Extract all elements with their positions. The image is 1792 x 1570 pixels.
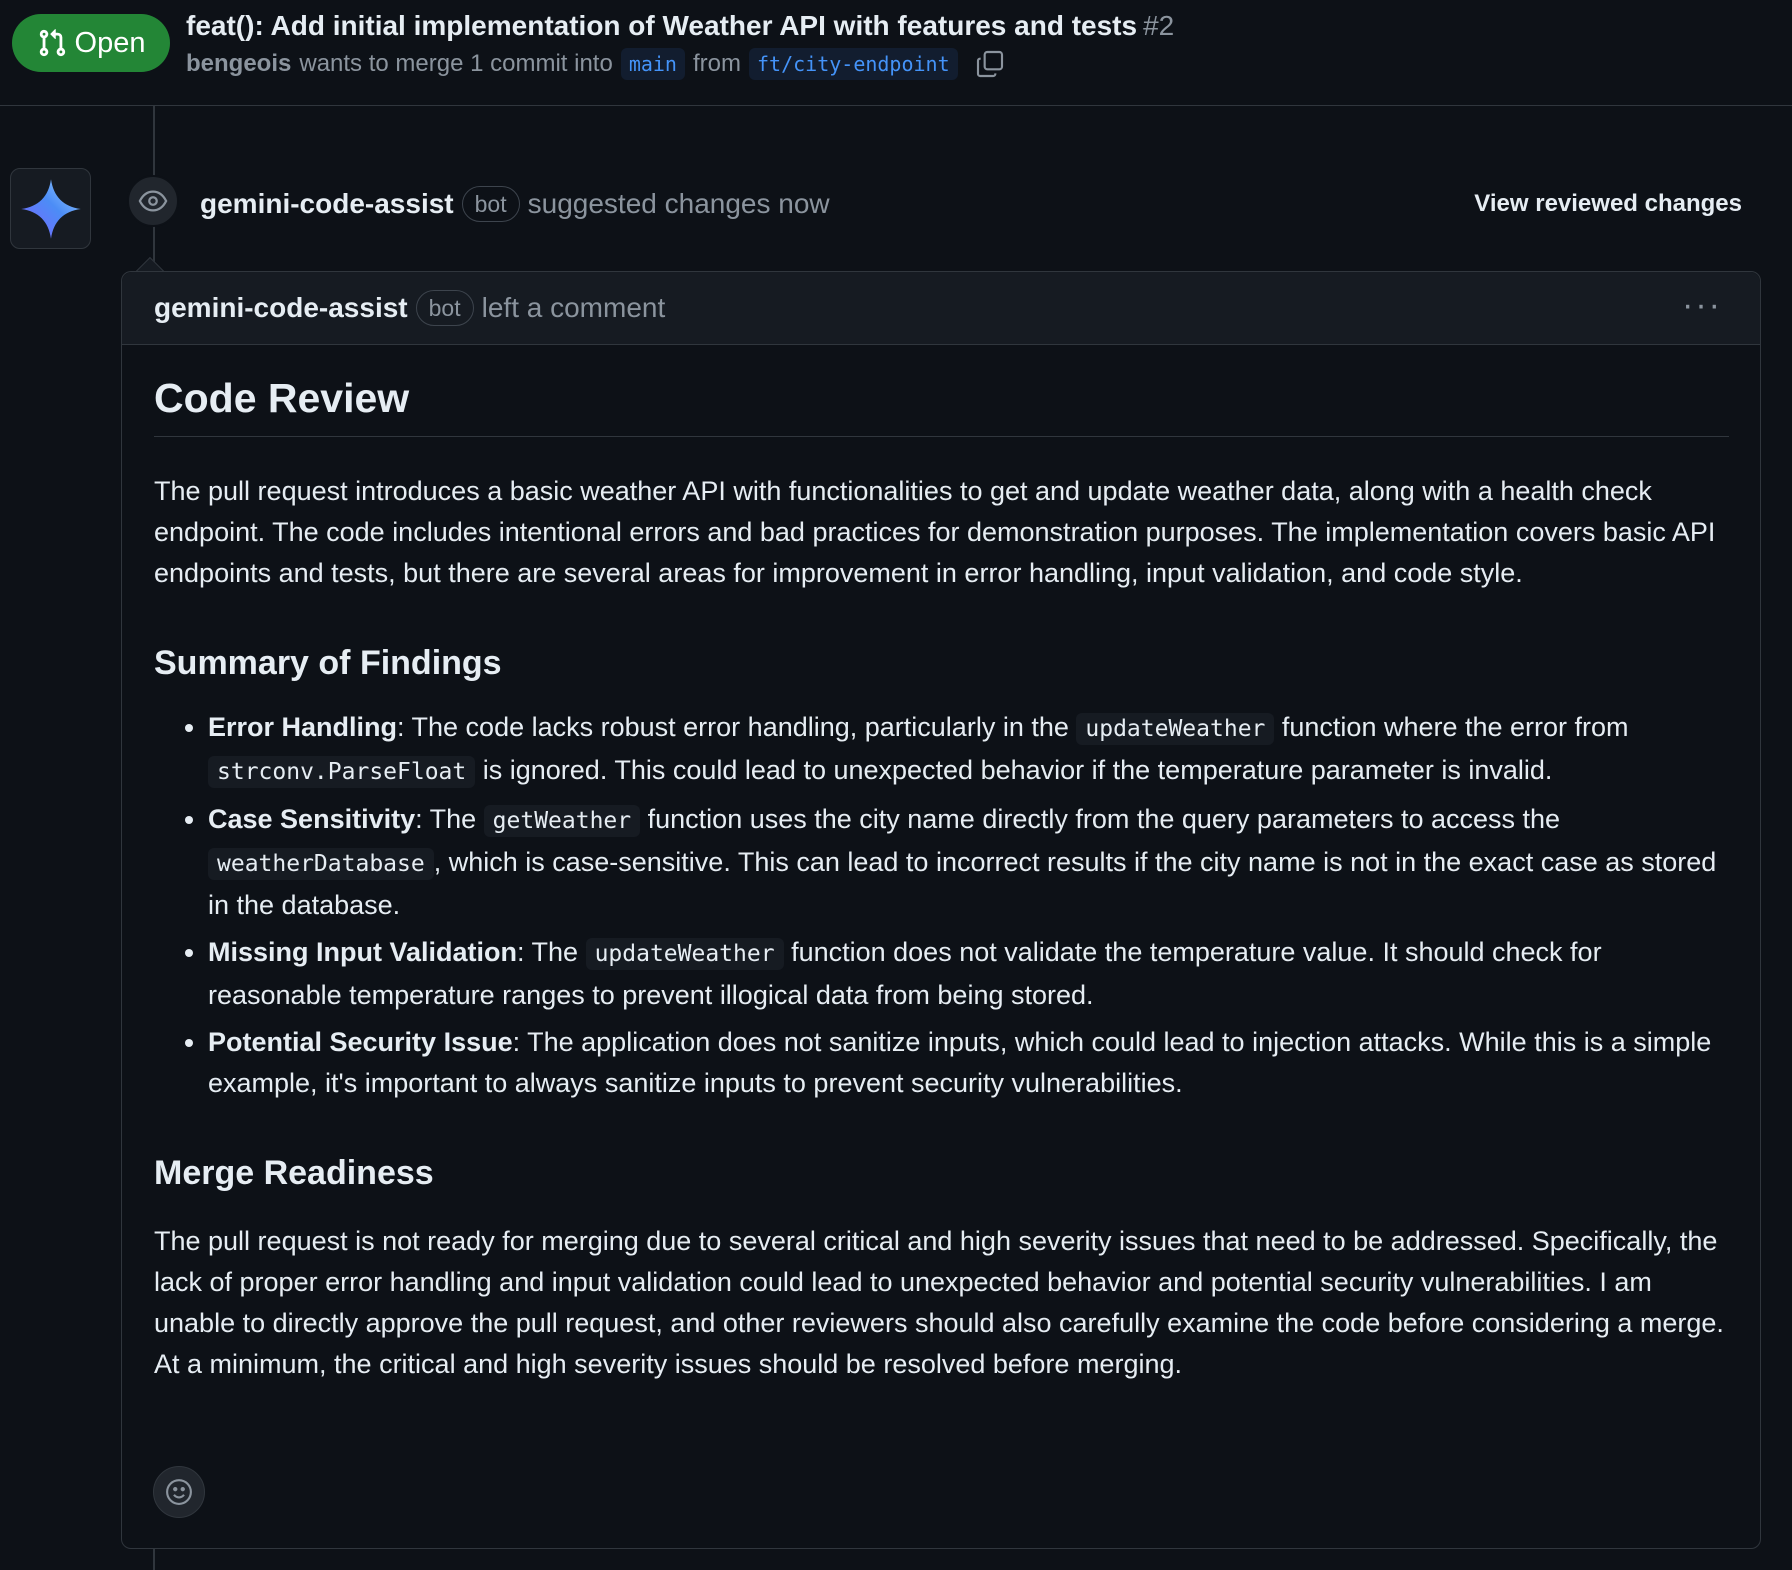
review-intro: The pull request introduces a basic weather API with functionalities to get and update weather data, along with a health check endpoint. The code includes intentional errors and bad practices for demonstration purposes. The implementation covers basic API endpoints and tests, but there are several areas for improvement in error handling, input validation, and code style. — [154, 476, 1716, 588]
findings-list — [154, 707, 1736, 1104]
head-branch-link[interactable]: ft/city-endpoint — [749, 48, 958, 80]
add-reaction-button[interactable] — [153, 1466, 205, 1518]
merge-description: wants to merge 1 commit into — [299, 50, 613, 77]
bot-badge: bot — [462, 186, 520, 222]
merge-readiness-text: The pull request is not ready for merging due to several critical and high severity issues that need to be addressed. Specifically, the lack of proper error handling and input validation could lead to unexpected behavior and potential security vulnerabilities. I am unable to directly approve the pull request, and other reviewers should also carefully examine the code before considering a merge. At a minimum, the critical and high severity issues should be resolved before merging. — [154, 1226, 1724, 1379]
pr-number: #2 — [1143, 10, 1175, 41]
comment-action: left a comment — [481, 292, 666, 323]
finding-text: function uses the city name directly from the query parameters to access the — [640, 804, 1561, 834]
list-item — [208, 799, 1736, 926]
findings-heading: Summary of Findings — [154, 644, 502, 682]
finding-label: Error Handling — [208, 712, 398, 742]
inline-code: updateWeather — [1076, 713, 1274, 745]
comment-header — [122, 272, 1760, 345]
finding-label: Missing Input Validation — [208, 937, 518, 967]
comment-body — [122, 345, 1760, 1385]
finding-text: : The — [517, 937, 586, 967]
inline-code: strconv.ParseFloat — [208, 756, 475, 788]
pr-merge-info — [186, 48, 1006, 80]
pr-state-badge — [12, 14, 170, 72]
kebab-menu-icon[interactable]: ··· — [1682, 286, 1722, 324]
inline-code: weatherDatabase — [208, 848, 434, 880]
finding-label: Potential Security Issue — [208, 1027, 513, 1057]
list-item — [208, 707, 1736, 793]
finding-text: : The application does not sanitize inputs, which could lead to injection attacks. While this is a simple example, it's important to always sanitize inputs to prevent security vulnerabilities. — [208, 1027, 1712, 1098]
finding-text: : The — [415, 804, 484, 834]
review-comment — [121, 271, 1761, 1549]
event-author-link[interactable]: gemini-code-assist — [200, 188, 454, 219]
list-item — [208, 1022, 1736, 1104]
eye-icon — [138, 186, 168, 216]
review-event-icon — [127, 175, 179, 227]
avatar[interactable] — [10, 168, 91, 249]
from-text: from — [692, 50, 741, 77]
event-action: suggested changes now — [527, 188, 830, 219]
comment-author-link[interactable]: gemini-code-assist — [154, 292, 408, 323]
list-item — [208, 932, 1736, 1016]
pr-author-link[interactable]: bengeois — [186, 50, 292, 77]
pr-title — [186, 10, 1174, 42]
bot-badge: bot — [416, 290, 474, 326]
base-branch-link[interactable]: main — [621, 48, 685, 80]
inline-code: getWeather — [484, 805, 640, 837]
copy-icon[interactable] — [974, 48, 1006, 80]
finding-label: Case Sensitivity — [208, 804, 416, 834]
gemini-sparkle-icon — [20, 178, 82, 240]
finding-text: is ignored. This could lead to unexpected behavior if the temperature parameter is invalid. — [475, 755, 1553, 785]
pr-title-text: feat(): Add initial implementation of Weather API with features and tests — [186, 10, 1138, 41]
pr-header — [0, 0, 1792, 106]
merge-readiness-heading: Merge Readiness — [154, 1154, 434, 1192]
git-pull-request-icon — [37, 28, 67, 58]
finding-text: function where the error from — [1274, 712, 1629, 742]
inline-code: updateWeather — [586, 938, 784, 970]
smiley-icon — [164, 1477, 194, 1507]
finding-text: : The code lacks robust error handling, particularly in the — [397, 712, 1077, 742]
view-reviewed-changes-link[interactable]: View reviewed changes — [1474, 190, 1742, 217]
review-event — [200, 186, 830, 222]
pr-state-label: Open — [74, 26, 146, 59]
finding-text: function does not validate the temperature value. It should check for reasonable temperature ranges to prevent illogical data from being stored. — [208, 937, 1602, 1010]
review-heading: Code Review — [154, 375, 1729, 437]
finding-text: , which is case-sensitive. This can lead to incorrect results if the city name is not in the exact case as stored in the database. — [208, 847, 1717, 920]
